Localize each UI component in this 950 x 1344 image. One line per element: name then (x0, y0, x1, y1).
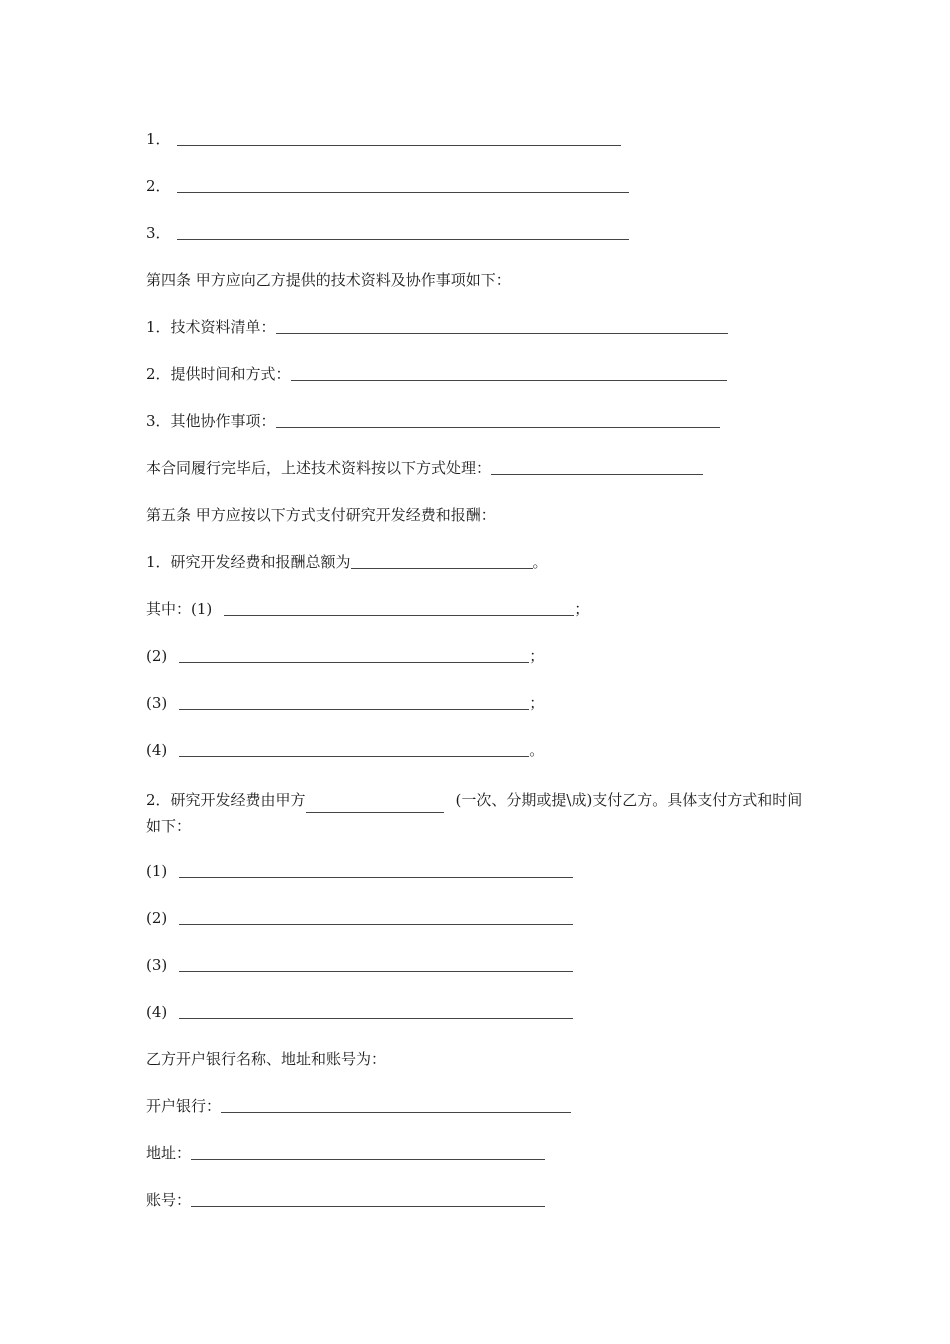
label-text: 其中：(1) (146, 600, 213, 618)
heading-text: 第五条 甲方应按以下方式支付研究开发经费和报酬： (146, 506, 496, 524)
label-text: (3) (146, 694, 168, 712)
item-number: 2． (146, 177, 171, 195)
bank-account-blank[interactable] (191, 1192, 545, 1207)
fill-blank[interactable] (291, 366, 727, 381)
fill-blank[interactable] (179, 648, 529, 663)
heading-text: 乙方开户银行名称、地址和账号为： (146, 1050, 387, 1068)
label-text: 2．提供时间和方式： (146, 365, 291, 383)
heading-text: 第四条 甲方应向乙方提供的技术资料及协作事项如下： (146, 271, 511, 289)
label-text: 1．技术资料清单： (146, 318, 276, 336)
item-number: 1． (146, 130, 171, 148)
article5-among-3 (146, 692, 544, 714)
fill-blank[interactable] (177, 131, 621, 146)
fill-blank[interactable] (179, 957, 573, 972)
fill-blank[interactable] (179, 742, 529, 757)
fill-blank[interactable] (306, 796, 444, 813)
label-text: 1．研究开发经费和报酬总额为 (146, 553, 351, 571)
bank-name-blank[interactable] (221, 1098, 571, 1113)
bank-address-blank[interactable] (191, 1145, 545, 1160)
fill-blank[interactable] (179, 695, 529, 710)
item-number: 3． (146, 224, 171, 242)
article5-heading (146, 504, 496, 526)
article4-item3 (146, 410, 720, 432)
fill-blank[interactable] (351, 554, 533, 569)
label-text: 地址： (146, 1144, 192, 1162)
fill-blank[interactable] (177, 225, 629, 240)
label-text: 开户银行： (146, 1097, 222, 1115)
punct-text: ； (529, 694, 545, 712)
label-text: (4) (146, 1003, 168, 1021)
top-item-2 (146, 175, 629, 197)
label-text: 2．研究开发经费由甲方 (146, 791, 306, 809)
label-text: 本合同履行完毕后，上述技术资料按以下方式处理： (146, 459, 492, 477)
bank-address-row (146, 1142, 545, 1164)
bank-name-row (146, 1095, 571, 1117)
article4-item1 (146, 316, 728, 338)
fill-blank[interactable] (179, 863, 573, 878)
top-item-1 (146, 128, 621, 150)
fill-blank[interactable] (224, 601, 574, 616)
payment-item-2 (146, 907, 573, 929)
article5-among-1 (146, 598, 589, 620)
label-text: 账号： (146, 1191, 192, 1209)
top-item-3 (146, 222, 629, 244)
label-text: (2) (146, 647, 168, 665)
fill-blank[interactable] (179, 1004, 573, 1019)
article5-among-4 (146, 739, 544, 761)
label-text: (1) (146, 862, 168, 880)
fill-blank[interactable] (177, 178, 629, 193)
payment-item-1 (146, 860, 573, 882)
fill-blank[interactable] (179, 910, 573, 925)
fill-blank[interactable] (491, 460, 703, 475)
label-text: (4) (146, 741, 168, 759)
bank-account-row (146, 1189, 545, 1211)
punct-text: 。 (532, 553, 548, 571)
payment-item-3 (146, 954, 573, 976)
fill-blank[interactable] (276, 319, 728, 334)
punct-text: ； (574, 600, 590, 618)
payment-item-4 (146, 1001, 573, 1023)
label-text: (一次、分期或提\成)支付乙方。具体支付方式和时间如下： (146, 791, 803, 835)
article5-among-2 (146, 645, 544, 667)
fill-blank[interactable] (276, 413, 720, 428)
bank-heading (146, 1048, 386, 1070)
punct-text: ； (529, 647, 545, 665)
article5-payment (146, 787, 806, 839)
article5-total (146, 551, 548, 573)
article4-disposal (146, 457, 703, 479)
article4-item2 (146, 363, 727, 385)
label-text: 3．其他协作事项： (146, 412, 276, 430)
punct-text: 。 (529, 741, 545, 759)
label-text: (3) (146, 956, 168, 974)
article4-heading (146, 269, 511, 291)
label-text: (2) (146, 909, 168, 927)
